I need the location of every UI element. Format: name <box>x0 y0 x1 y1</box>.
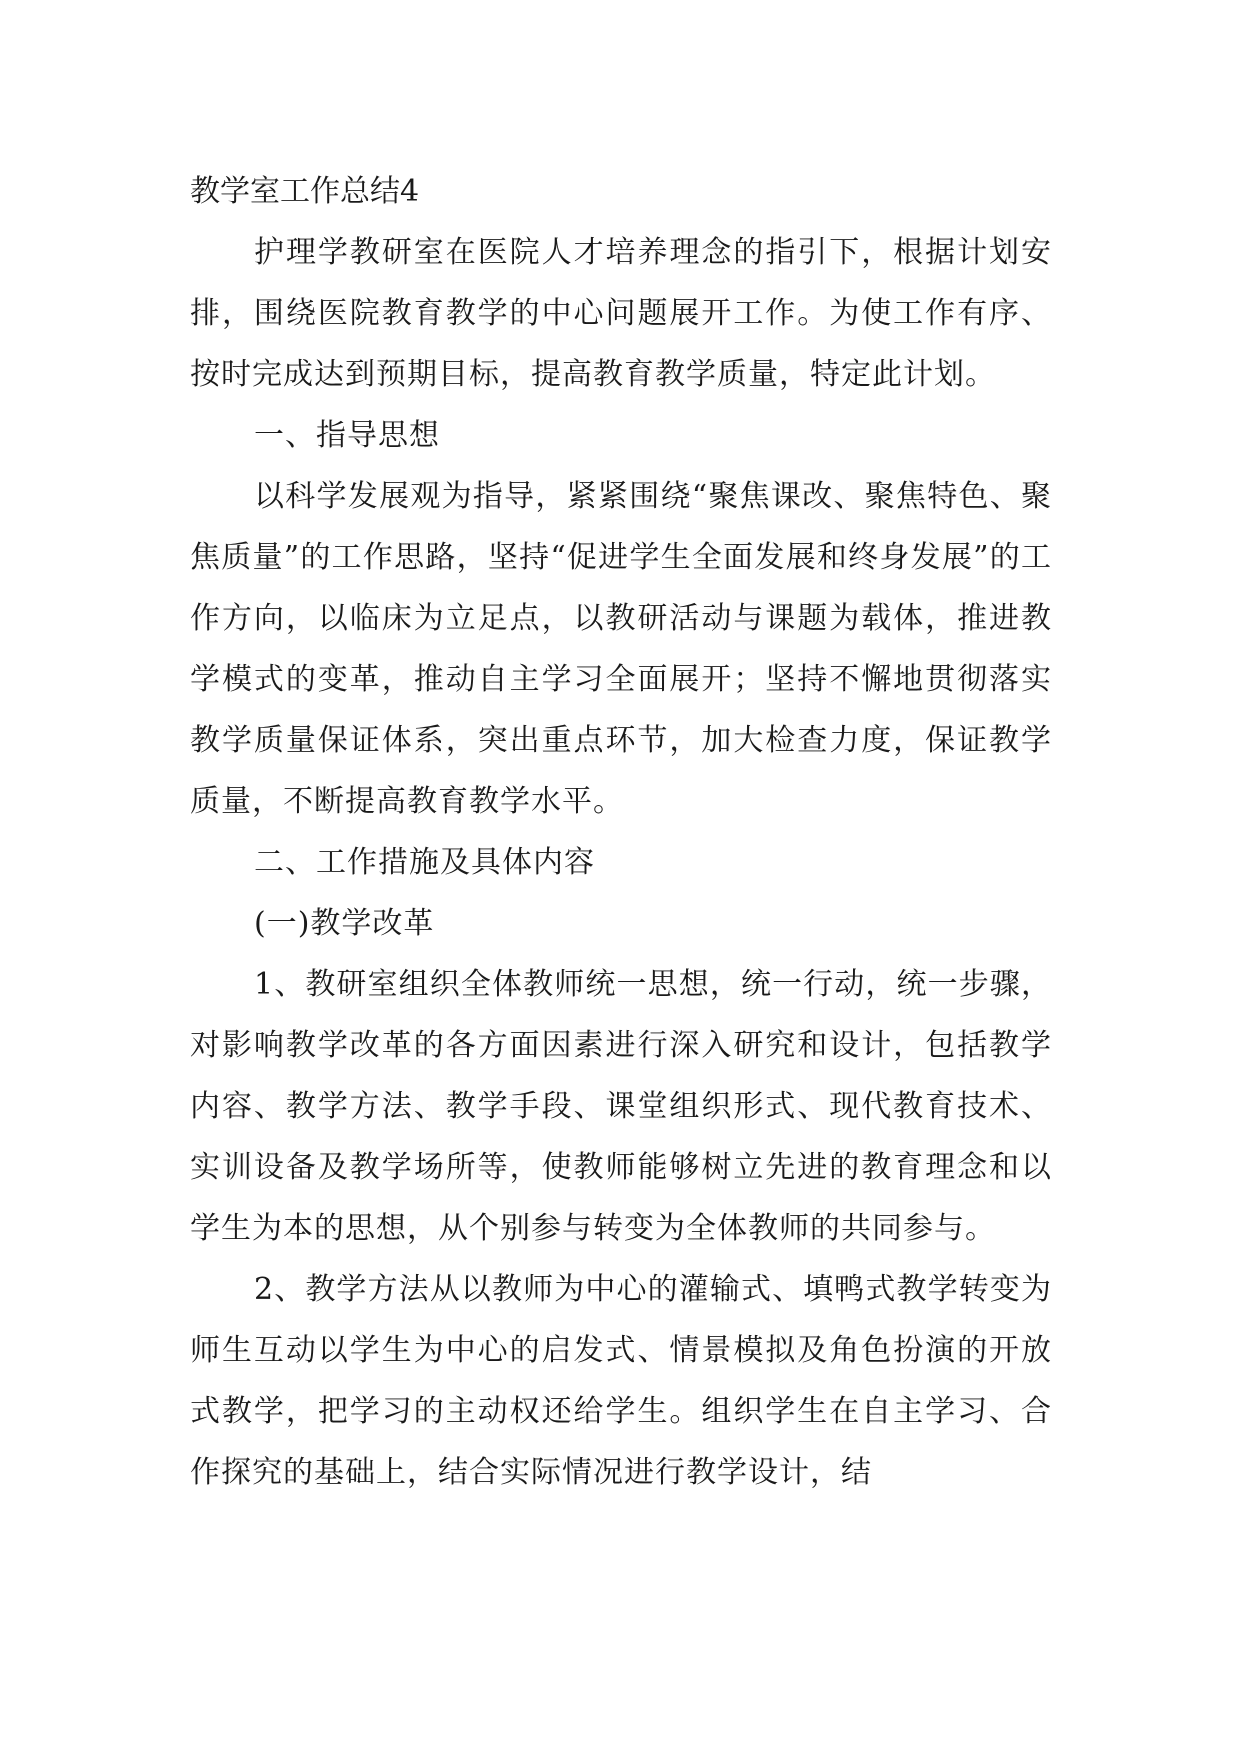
document-title: 教学室工作总结4 <box>190 174 420 209</box>
paragraph-guiding-ideology: 以科学发展观为指导，紧紧围绕“聚焦课改、聚焦特色、聚焦质量”的工作思路，坚持“促进学生全面发展和终身发展”的工作方向，以临床为立足点，以教研活动与课题为载体，推进教学模式的变革，推动自主学习全面展开；坚持不懈地贯彻落实教学质量保证体系，突出重点环节，加大检查力度，保证教学质量，不断提高教育教学水平。 <box>190 479 1052 819</box>
document-body <box>190 162 1052 1503</box>
subsection-heading-teaching-reform: (一)教学改革 <box>254 906 435 941</box>
paragraph-item-2: 2、教学方法从以教师为中心的灌输式、填鸭式教学转变为师生互动以学生为中心的启发式、情景模拟及角色扮演的开放式教学，把学习的主动权还给学生。组织学生在自主学习、合作探究的基础上，结合实际情况进行教学设计，结 <box>190 1272 1052 1490</box>
section-heading-guiding-ideology: 一、指导思想 <box>254 418 440 453</box>
paragraph-intro: 护理学教研室在医院人才培养理念的指引下，根据计划安排，围绕医院教育教学的中心问题展开工作。为使工作有序、按时完成达到预期目标，提高教育教学质量，特定此计划。 <box>190 235 1052 392</box>
paragraph-item-1: 1、教研室组织全体教师统一思想，统一行动，统一步骤，对影响教学改革的各方面因素进行深入研究和设计，包括教学内容、教学方法、教学手段、课堂组织形式、现代教育技术、实训设备及教学场所等，使教师能够树立先进的教育理念和以学生为本的思想，从个别参与转变为全体教师的共同参与。 <box>190 967 1052 1246</box>
section-heading-measures: 二、工作措施及具体内容 <box>254 845 595 880</box>
